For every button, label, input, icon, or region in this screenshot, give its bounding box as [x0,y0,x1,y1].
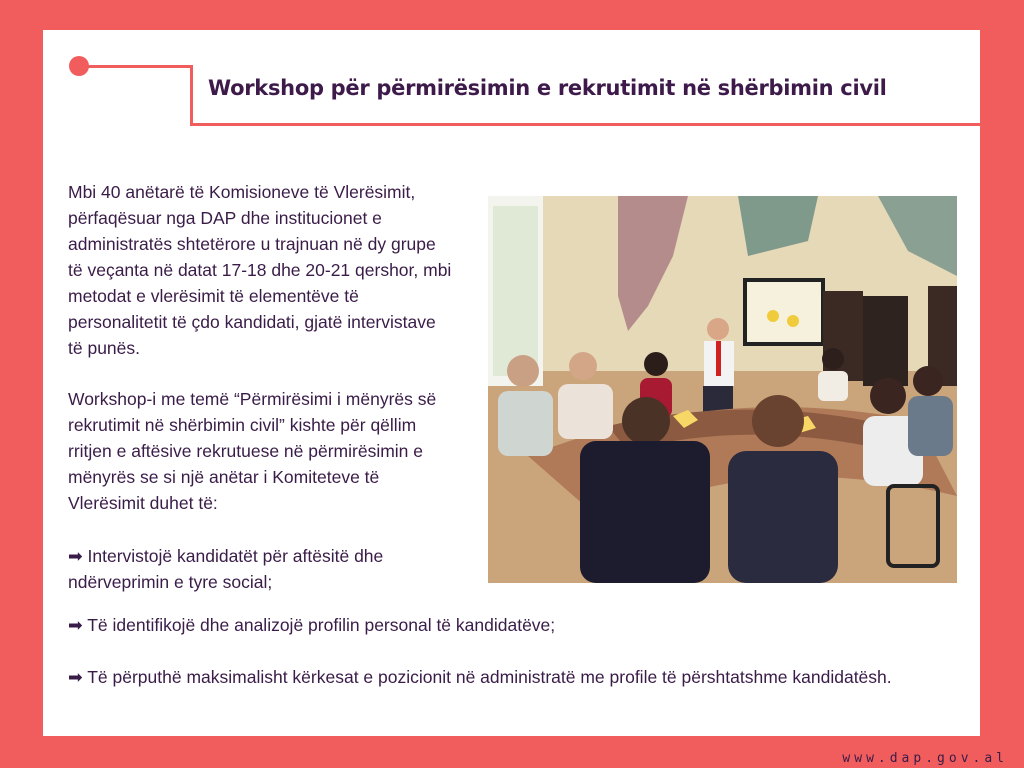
decorative-line-top [79,65,193,68]
workshop-paragraph: Workshop-i me temë “Përmirësimi i mënyrës së rekrutimit në shërbimin civil” kishte për qëllim rritjen e aftësive rekrutuese në përmirësimin e mënyrës se si një anëtar i Komiteteve të Vlerësimit duhet të: [68,389,437,513]
decorative-line-vertical [190,65,193,126]
page-title: Workshop për përmirësimin e rekrutimit në shërbimin civil [208,76,887,100]
workshop-photo [488,196,957,583]
website-url: www.dap.gov.al [842,751,1008,766]
bullet-item: ➡ Të identifikojë dhe analizojë profilin personal të kandidatëve; [68,615,556,635]
intro-paragraph: Mbi 40 anëtarë të Komisioneve të Vlerësimit, përfaqësuar nga DAP dhe institucionet e administratës shtetërore u trajnuan në dy grupe të veçanta në datat 17-18 dhe 20-21 qershor, mbi metodat e vlerësimit të elementëve të personalitetit të çdo kandidati, gjatë intervistave të punës. [68,182,452,358]
bullet-item: ➡ Të përputhë maksimalisht kërkesat e pozicionit në administratë me profile të përshtatshme kandidatësh. [68,667,892,687]
bullet-item: ➡ Intervistojë kandidatët për aftësitë dhe ndërveprimin e tyre social; [68,546,384,592]
decorative-line-bottom [190,123,980,126]
